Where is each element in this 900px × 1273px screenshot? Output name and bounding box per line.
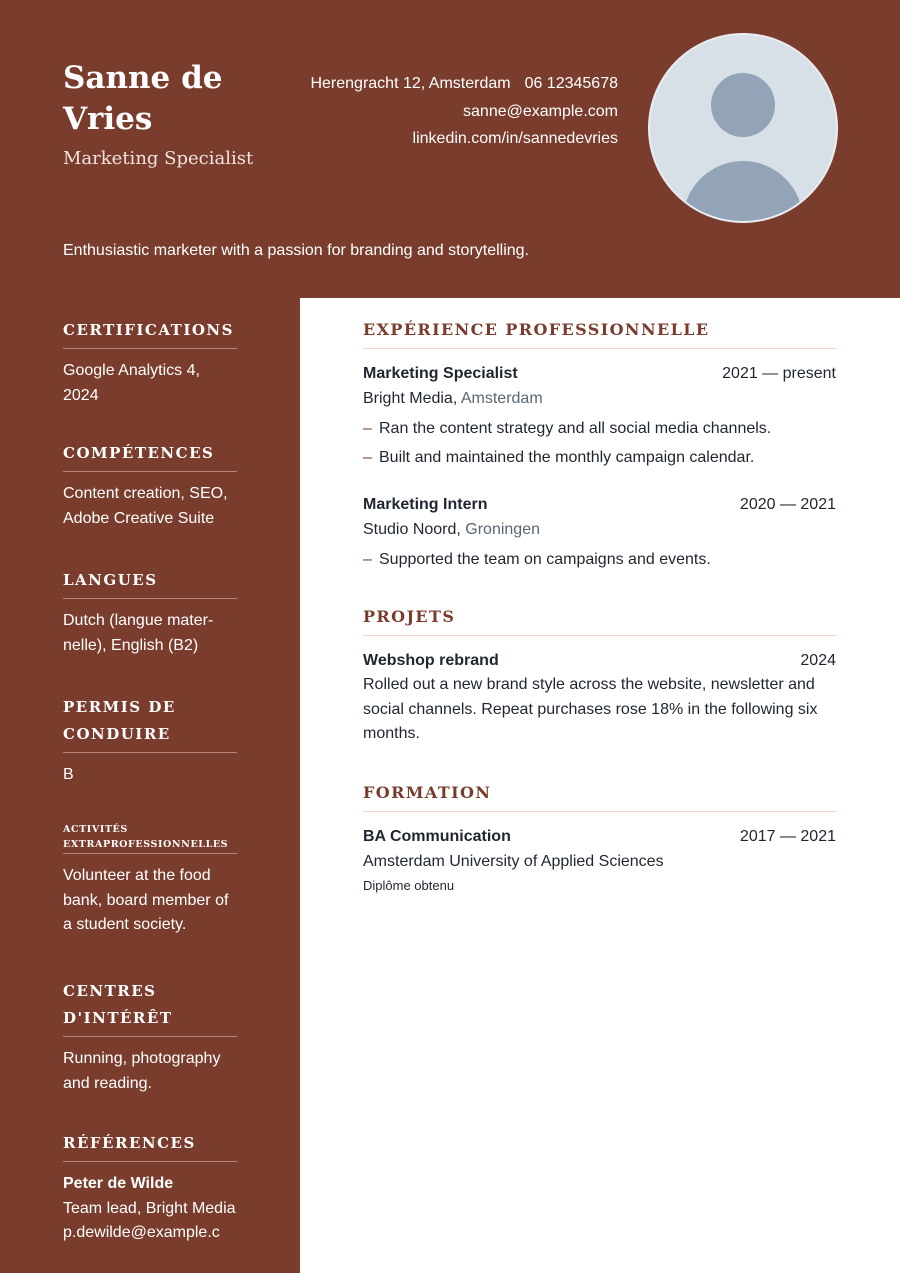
sidebar [0,298,300,1273]
experience-entry: Marketing Specialist 2021 — present Bright Media, Amsterdam – Ran the content strategy and all social media channels. – Built and maintained the monthly campaign calendar. [363,361,836,472]
license-text: B [63,766,74,783]
sidebar-interests [63,978,237,1096]
education-entry [363,824,836,898]
entry-title: Marketing Intern [363,496,488,513]
experience-entry: Marketing Intern 2020 — 2021 Studio Noord, Groningen – Supported the team on campaigns and events. [363,492,836,575]
sidebar-references [63,1130,237,1246]
activities-text: Volunteer at the food bank, board member of a student society. [63,867,229,933]
sidebar-certifications [63,317,237,408]
reference-name: Peter de Wilde [63,1175,174,1192]
resume-header [0,0,900,298]
entry-dates: 2024 [800,652,836,669]
section-heading: EXPÉRIENCE PROFESSIONNELLE [363,319,836,349]
languages-text: Dutch (langue mater-nelle), English (B2) [63,612,214,654]
entry-description: Rolled out a new brand style across the website, newsletter and social channels. Repeat purchases rose 18% in the following six months. [363,676,818,742]
entry-org: Bright Media [363,390,453,407]
list-item: – Supported the team on campaigns and events. [363,551,711,568]
list-item: – Built and maintained the monthly campaign calendar. [363,448,755,466]
skills-text: Content creation, SEO, Adobe Creative Suite [63,485,228,527]
contact-linkedin: linkedin.com/in/sannedevries [412,130,618,147]
avatar-placeholder-icon [650,35,836,221]
entry-school: Amsterdam University of Applied Sciences [363,853,664,870]
education-section [363,782,836,912]
entry-note: Diplôme obtenu [363,878,455,893]
projects-section [363,606,836,761]
certifications-text: Google Analytics 4, 2024 [63,362,200,404]
section-heading: ACTIVITÉS EXTRAPROFESSIONNELLES [63,822,237,854]
profile-summary: Enthusiastic marketer with a passion for branding and storytelling. [63,242,530,259]
section-heading: FORMATION [363,782,836,812]
entry-title: Marketing Specialist [363,365,518,382]
sidebar-license [63,694,237,788]
candidate-title: Marketing Specialist [63,148,254,169]
entry-location: Amsterdam [460,390,543,407]
candidate-name: Sanne de Vries [63,60,223,137]
contact-email: sanne@example.com [463,102,618,120]
entry-org: Studio Noord [363,521,457,538]
contact-address: Herengracht 12, Amsterdam [310,75,511,92]
reference-role: Team lead, Bright Media [63,1199,236,1217]
entry-dates: 2020 — 2021 [739,496,836,513]
sidebar-skills [63,440,237,531]
entry-title: BA Communication [363,828,511,845]
section-heading: RÉFÉRENCES [63,1130,237,1162]
section-heading: CERTIFICATIONS [63,317,237,349]
entry-dates: 2017 — 2021 [739,828,836,845]
contact-phone: 06 12345678 [524,75,618,92]
avatar-body [683,161,803,221]
section-heading: LANGUES [63,567,237,599]
list-item: – Ran the content strategy and all social media channels. [363,420,772,437]
sidebar-languages [63,567,237,658]
sidebar-activities [63,822,237,938]
entry-bullets [363,546,836,575]
reference-email: p.dewilde@example.c [63,1224,220,1241]
section-heading: CENTRES D'INTÉRÊT [63,978,237,1037]
avatar-head [711,73,775,137]
entry-location: Groningen [465,521,540,538]
entry-bullets [363,415,836,472]
experience-section [363,319,836,589]
project-entry [363,648,836,747]
interests-text: Running, photography and reading. [63,1050,221,1092]
entry-dates: 2021 — present [722,365,836,382]
section-heading: PROJETS [363,606,836,636]
entry-title: Webshop rebrand [363,652,499,669]
section-heading: PERMIS DE CONDUIRE [63,694,237,753]
contact-block [310,70,618,153]
section-heading: COMPÉTENCES [63,440,237,472]
